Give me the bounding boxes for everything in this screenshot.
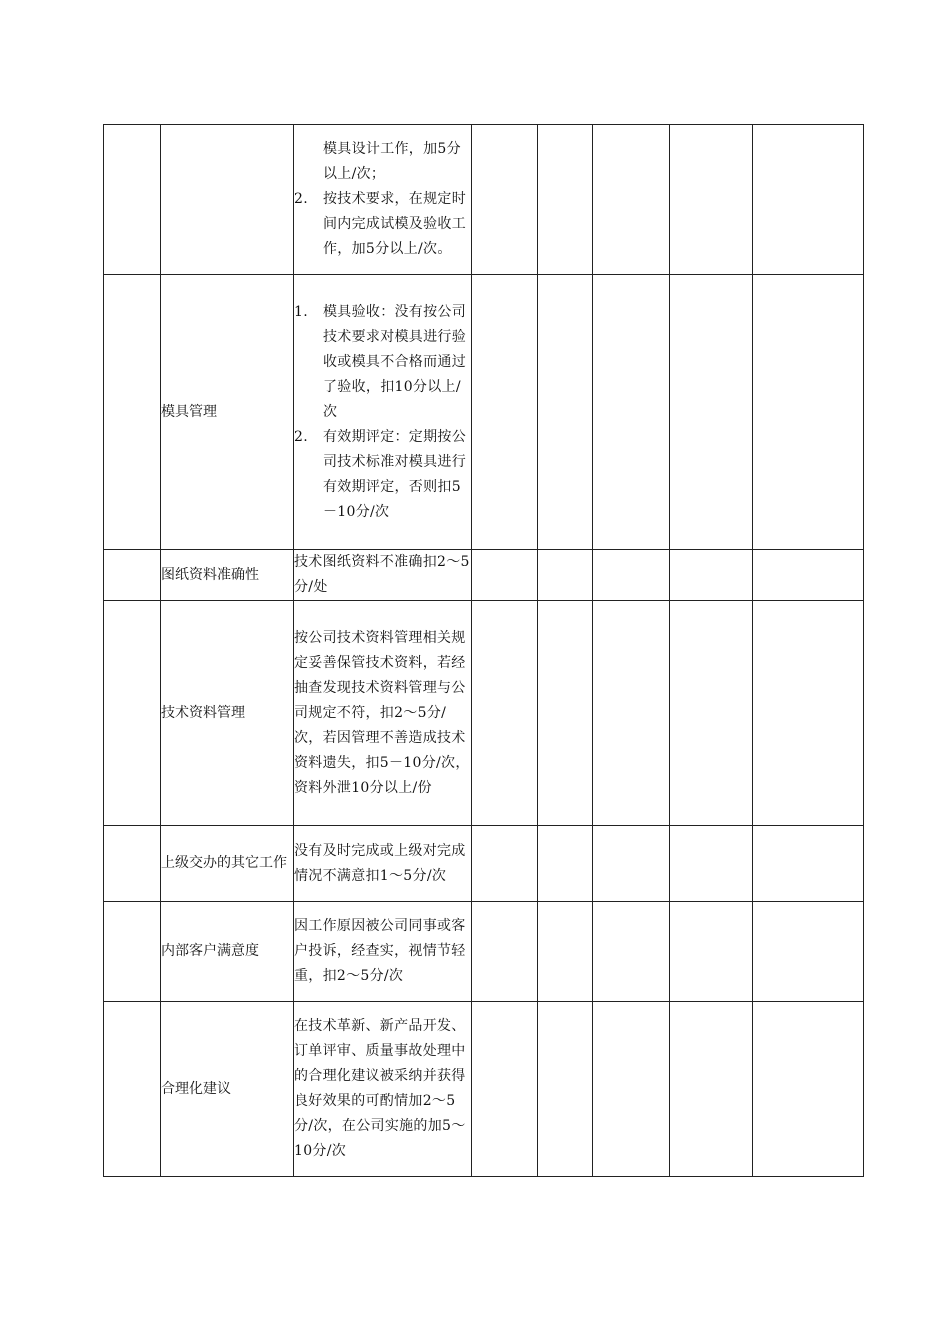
index-cell <box>104 601 161 826</box>
table-row <box>104 1002 864 1177</box>
score-cell <box>538 601 593 826</box>
list-item <box>294 187 471 262</box>
score-cell <box>593 125 670 275</box>
score-cell <box>670 826 753 902</box>
score-cell <box>753 601 864 826</box>
table-row <box>104 125 864 275</box>
list-item <box>294 425 471 525</box>
list-item <box>294 300 471 425</box>
score-cell <box>472 826 538 902</box>
score-cell <box>670 125 753 275</box>
table-row <box>104 550 864 601</box>
score-cell <box>593 902 670 1002</box>
index-cell <box>104 1002 161 1177</box>
score-cell <box>753 125 864 275</box>
index-cell <box>104 125 161 275</box>
score-cell <box>670 275 753 550</box>
standard-cell: 按公司技术资料管理相关规定妥善保管技术资料，若经抽查发现技术资料管理与公司规定不符，扣2～5分/次，若因管理不善造成技术资料遗失，扣5－10分/次，资料外泄10分以上/份 <box>294 601 472 826</box>
index-cell <box>104 826 161 902</box>
score-cell <box>753 275 864 550</box>
score-cell <box>472 902 538 1002</box>
score-cell <box>670 601 753 826</box>
score-cell <box>670 1002 753 1177</box>
standard-cell: 技术图纸资料不准确扣2～5分/处 <box>294 550 472 601</box>
list-item: 模具设计工作，加5分以上/次； <box>323 141 461 182</box>
item-cell: 合理化建议 <box>161 1002 294 1177</box>
score-cell <box>538 826 593 902</box>
item-cell: 图纸资料准确性 <box>161 550 294 601</box>
table-row <box>104 601 864 826</box>
item-cell: 技术资料管理 <box>161 601 294 826</box>
score-cell <box>753 1002 864 1177</box>
score-cell <box>593 826 670 902</box>
score-cell <box>538 550 593 601</box>
score-cell <box>670 902 753 1002</box>
standard-cell: 没有及时完成或上级对完成情况不满意扣1～5分/次 <box>294 826 472 902</box>
index-cell <box>104 902 161 1002</box>
score-cell <box>753 826 864 902</box>
score-cell <box>538 902 593 1002</box>
score-cell <box>538 125 593 275</box>
list-text: 有效期评定：定期按公司技术标准对模具进行有效期评定，否则扣5－10分/次 <box>323 428 466 520</box>
score-cell <box>472 125 538 275</box>
table-row <box>104 902 864 1002</box>
score-cell <box>472 601 538 826</box>
item-cell: 上级交办的其它工作 <box>161 826 294 902</box>
score-cell <box>472 275 538 550</box>
item-cell: 模具管理 <box>161 275 294 550</box>
score-cell <box>538 275 593 550</box>
list-text: 模具验收：没有按公司技术要求对模具进行验收或模具不合格而通过了验收，扣10分以上/次 <box>323 303 466 420</box>
score-cell <box>593 550 670 601</box>
list-text: 按技术要求，在规定时间内完成试模及验收工作，加5分以上/次。 <box>323 191 466 257</box>
list-number: 1. <box>294 303 308 320</box>
item-cell: 内部客户满意度 <box>161 902 294 1002</box>
assessment-table <box>103 124 864 1177</box>
score-cell <box>593 1002 670 1177</box>
score-cell <box>670 550 753 601</box>
score-cell <box>472 550 538 601</box>
list-number: 2. <box>294 428 308 445</box>
table-row <box>104 826 864 902</box>
score-cell <box>753 902 864 1002</box>
score-cell <box>593 601 670 826</box>
table-row <box>104 275 864 550</box>
list-number: 2. <box>294 191 308 207</box>
score-cell <box>593 275 670 550</box>
item-cell <box>161 125 294 275</box>
score-cell <box>753 550 864 601</box>
standard-cell: 因工作原因被公司同事或客户投诉，经查实，视情节轻重，扣2～5分/次 <box>294 902 472 1002</box>
standard-cell <box>294 125 472 275</box>
index-cell <box>104 550 161 601</box>
score-cell <box>472 1002 538 1177</box>
index-cell <box>104 275 161 550</box>
standard-cell: 在技术革新、新产品开发、订单评审、质量事故处理中的合理化建议被采纳并获得良好效果的可酌情加2～5分/次，在公司实施的加5～10分/次 <box>294 1002 472 1177</box>
standard-cell <box>294 275 472 550</box>
score-cell <box>538 1002 593 1177</box>
